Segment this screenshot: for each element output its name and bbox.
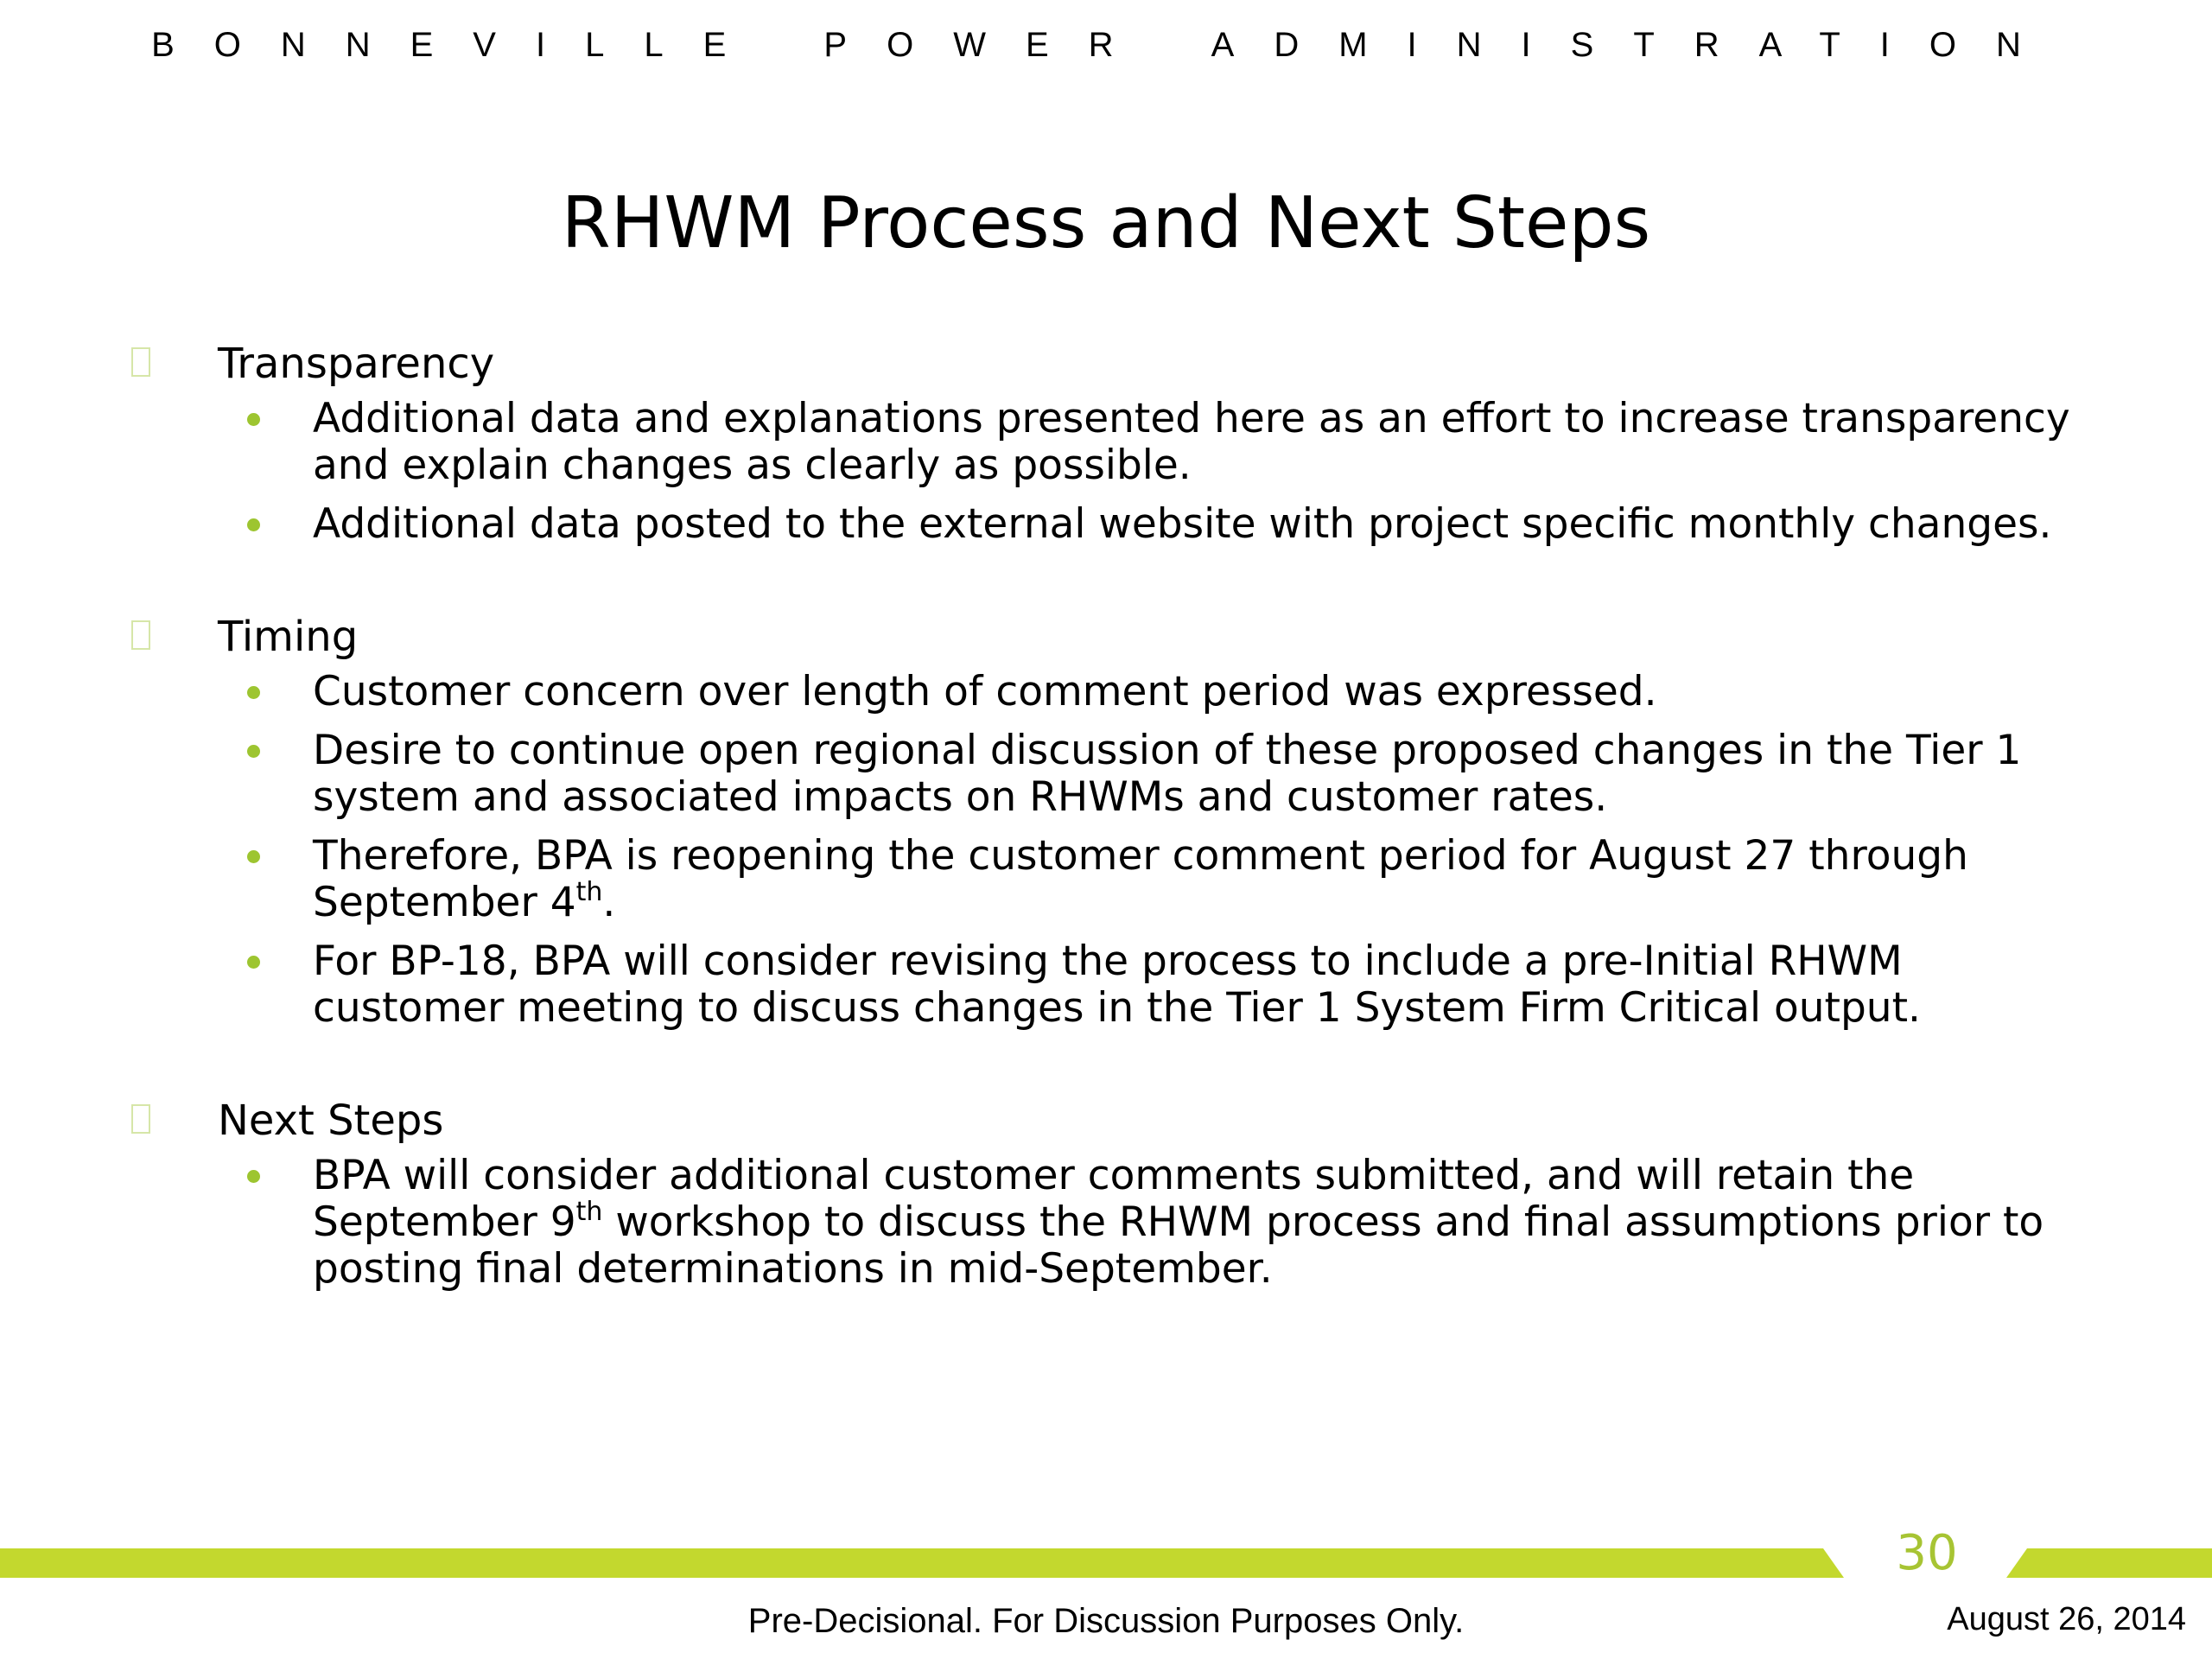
bullet-text: For BP-18, BPA will consider revising the process to include a pre-Initial RHWM customer meeting to discuss changes in the Tier 1 System Firm Critical output. xyxy=(313,938,1921,1032)
bullet-dot-icon xyxy=(247,518,260,531)
bullet-item xyxy=(130,396,2074,489)
bullet-dot-icon xyxy=(247,850,260,863)
box-icon xyxy=(131,1104,150,1134)
section-heading xyxy=(130,1094,2074,1147)
section-heading-label: Transparency xyxy=(218,340,495,388)
bullet-text-part: BPA will consider additional customer comments submitted, and will retain the September 9 xyxy=(313,1152,1915,1246)
bullet-text: Desire to continue open regional discussion of these proposed changes in the Tier 1 system and associated impacts on RHWMs and customer rates. xyxy=(313,727,2022,821)
bullet-item xyxy=(130,1153,2074,1293)
bullet-text-part: . xyxy=(602,879,616,926)
ordinal-suffix: th xyxy=(575,1197,603,1227)
bullet-text: Customer concern over length of comment period was expressed. xyxy=(313,668,1657,715)
bullet-text: Additional data posted to the external website with project specific monthly changes. xyxy=(313,500,2052,548)
slide-title: RHWM Process and Next Steps xyxy=(561,182,1651,264)
org-header-word: ADMINISTRATION xyxy=(1211,26,2061,64)
section-transparency xyxy=(130,337,2074,548)
footer-date: August 26, 2014 xyxy=(1947,1601,2186,1637)
ordinal-suffix: th xyxy=(575,877,603,907)
bullet-item xyxy=(130,669,2074,715)
section-heading-label: Next Steps xyxy=(218,1096,444,1145)
bullet-text: Additional data and explanations presented here as an effort to increase transparency and explain changes as clearly as possible. xyxy=(313,395,2070,489)
section-heading xyxy=(130,610,2074,664)
box-icon xyxy=(131,347,150,377)
footer-bar-right xyxy=(2006,1548,2212,1578)
content-area xyxy=(130,337,2074,1355)
page-number: 30 xyxy=(1896,1525,1958,1581)
bullet-item xyxy=(130,728,2074,821)
bullet-dot-icon xyxy=(247,956,260,969)
bullet-item xyxy=(130,938,2074,1032)
bullet-list xyxy=(130,1153,2074,1293)
bullet-dot-icon xyxy=(247,686,260,699)
bullet-dot-icon xyxy=(247,745,260,758)
bullet-item xyxy=(130,501,2074,548)
footer-bar-left xyxy=(0,1548,1844,1578)
bullet-item xyxy=(130,833,2074,926)
bullet-list xyxy=(130,669,2074,1032)
bullet-dot-icon xyxy=(247,1170,260,1183)
bullet-list xyxy=(130,396,2074,548)
org-header-word: BONNEVILLE xyxy=(151,26,766,64)
bullet-text-part: Therefore, BPA is reopening the customer comment period for August 27 through September 4 xyxy=(313,832,1968,926)
section-next-steps xyxy=(130,1094,2074,1293)
footer-disclaimer: Pre-Decisional. For Discussion Purposes Only. xyxy=(747,1602,1465,1640)
section-timing xyxy=(130,610,2074,1032)
bullet-text-part: workshop to discuss the RHWM process and final assumptions prior to posting final determinations in mid-September. xyxy=(313,1198,2044,1293)
section-heading-label: Timing xyxy=(218,613,359,661)
section-heading xyxy=(130,337,2074,391)
bullet-text xyxy=(313,832,1968,926)
org-header xyxy=(0,26,2212,65)
bullet-text xyxy=(313,1152,2044,1293)
bullet-dot-icon xyxy=(247,413,260,426)
box-icon xyxy=(131,620,150,650)
org-header-word: POWER xyxy=(823,26,1154,64)
